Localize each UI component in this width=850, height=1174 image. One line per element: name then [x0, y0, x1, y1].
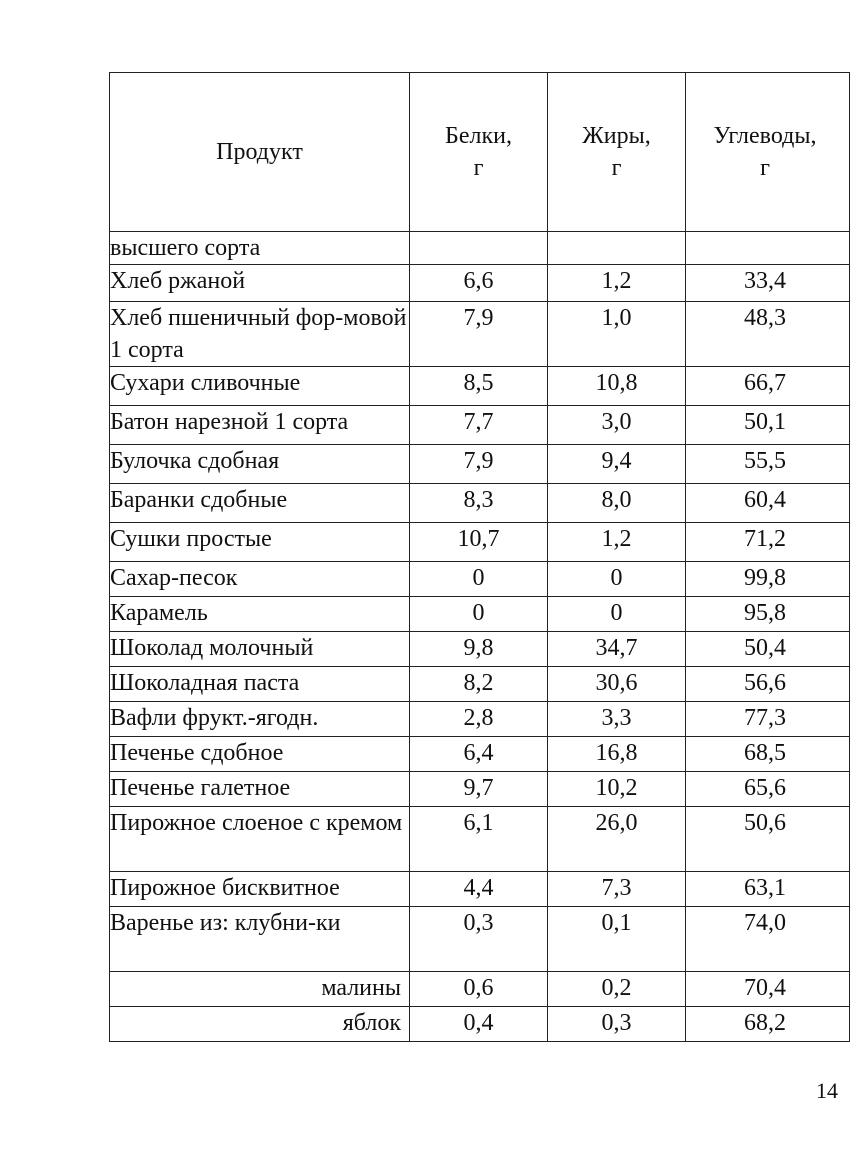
cell-carbs: 99,8	[686, 562, 850, 597]
cell-protein: 9,7	[410, 772, 548, 807]
cell-carbs: 65,6	[686, 772, 850, 807]
cell-protein: 8,3	[410, 484, 548, 523]
cell-protein: 7,9	[410, 445, 548, 484]
cell-protein: 2,8	[410, 702, 548, 737]
cell-product: Варенье из: клубни-ки	[110, 907, 410, 972]
table-header-row	[110, 73, 850, 232]
cell-fat: 16,8	[548, 737, 686, 772]
cell-carbs	[686, 232, 850, 265]
cell-product: Сушки простые	[110, 523, 410, 562]
cell-product: Сахар-песок	[110, 562, 410, 597]
cell-protein: 6,6	[410, 265, 548, 302]
table-row	[110, 632, 850, 667]
cell-product: малины	[110, 972, 410, 1007]
cell-fat: 1,0	[548, 302, 686, 367]
cell-fat: 3,0	[548, 406, 686, 445]
cell-carbs: 74,0	[686, 907, 850, 972]
table-row	[110, 1007, 850, 1042]
cell-carbs: 50,6	[686, 807, 850, 872]
cell-carbs: 68,5	[686, 737, 850, 772]
cell-protein: 0	[410, 562, 548, 597]
cell-product: Сухари сливочные	[110, 367, 410, 406]
table-row	[110, 302, 850, 367]
cell-carbs: 55,5	[686, 445, 850, 484]
table-row	[110, 772, 850, 807]
cell-carbs: 66,7	[686, 367, 850, 406]
cell-carbs: 56,6	[686, 667, 850, 702]
table-row	[110, 445, 850, 484]
table-row	[110, 562, 850, 597]
header-protein: Белки, г	[410, 73, 548, 232]
cell-protein: 0	[410, 597, 548, 632]
cell-product: Шоколад молочный	[110, 632, 410, 667]
cell-protein: 0,6	[410, 972, 548, 1007]
table-row	[110, 972, 850, 1007]
table-row	[110, 484, 850, 523]
cell-product: Карамель	[110, 597, 410, 632]
table-row	[110, 807, 850, 872]
cell-product: Печенье галетное	[110, 772, 410, 807]
cell-product: Шоколадная паста	[110, 667, 410, 702]
cell-product: Вафли фрукт.-ягодн.	[110, 702, 410, 737]
cell-fat: 0,3	[548, 1007, 686, 1042]
cell-fat: 9,4	[548, 445, 686, 484]
cell-protein: 8,5	[410, 367, 548, 406]
cell-fat: 7,3	[548, 872, 686, 907]
header-fat: Жиры, г	[548, 73, 686, 232]
table-row	[110, 737, 850, 772]
cell-protein: 0,3	[410, 907, 548, 972]
cell-protein: 7,9	[410, 302, 548, 367]
header-product: Продукт	[110, 73, 410, 232]
cell-carbs: 63,1	[686, 872, 850, 907]
cell-protein	[410, 232, 548, 265]
cell-carbs: 33,4	[686, 265, 850, 302]
cell-product: яблок	[110, 1007, 410, 1042]
table-row	[110, 872, 850, 907]
table-row	[110, 907, 850, 972]
cell-product: Хлеб пшеничный фор-мовой 1 сорта	[110, 302, 410, 367]
cell-product: Батон нарезной 1 сорта	[110, 406, 410, 445]
table-row	[110, 523, 850, 562]
cell-fat: 26,0	[548, 807, 686, 872]
page-number: 14	[816, 1078, 838, 1103]
cell-fat: 0	[548, 597, 686, 632]
table-row	[110, 265, 850, 302]
cell-protein: 6,1	[410, 807, 548, 872]
cell-protein: 6,4	[410, 737, 548, 772]
cell-product: Пирожное слоеное с кремом	[110, 807, 410, 872]
cell-fat: 1,2	[548, 265, 686, 302]
cell-protein: 10,7	[410, 523, 548, 562]
cell-fat	[548, 232, 686, 265]
table-row	[110, 667, 850, 702]
cell-fat: 30,6	[548, 667, 686, 702]
nutrition-table	[109, 72, 850, 1042]
cell-carbs: 95,8	[686, 597, 850, 632]
cell-fat: 0,2	[548, 972, 686, 1007]
table-row	[110, 367, 850, 406]
cell-carbs: 50,4	[686, 632, 850, 667]
cell-protein: 7,7	[410, 406, 548, 445]
header-carbs: Углеводы, г	[686, 73, 850, 232]
cell-fat: 34,7	[548, 632, 686, 667]
cell-fat: 0,1	[548, 907, 686, 972]
cell-carbs: 50,1	[686, 406, 850, 445]
cell-fat: 1,2	[548, 523, 686, 562]
cell-carbs: 48,3	[686, 302, 850, 367]
cell-carbs: 68,2	[686, 1007, 850, 1042]
cell-fat: 8,0	[548, 484, 686, 523]
cell-product: высшего сорта	[110, 232, 410, 265]
cell-fat: 0	[548, 562, 686, 597]
cell-protein: 0,4	[410, 1007, 548, 1042]
cell-protein: 9,8	[410, 632, 548, 667]
cell-product: Хлеб ржаной	[110, 265, 410, 302]
table-row	[110, 406, 850, 445]
cell-protein: 4,4	[410, 872, 548, 907]
cell-product: Печенье сдобное	[110, 737, 410, 772]
table-row	[110, 702, 850, 737]
cell-fat: 10,2	[548, 772, 686, 807]
cell-fat: 10,8	[548, 367, 686, 406]
cell-carbs: 60,4	[686, 484, 850, 523]
table-row	[110, 597, 850, 632]
cell-protein: 8,2	[410, 667, 548, 702]
cell-carbs: 71,2	[686, 523, 850, 562]
cell-carbs: 70,4	[686, 972, 850, 1007]
cell-fat: 3,3	[548, 702, 686, 737]
table-row	[110, 232, 850, 265]
cell-product: Булочка сдобная	[110, 445, 410, 484]
cell-product: Пирожное бисквитное	[110, 872, 410, 907]
cell-carbs: 77,3	[686, 702, 850, 737]
cell-product: Баранки сдобные	[110, 484, 410, 523]
